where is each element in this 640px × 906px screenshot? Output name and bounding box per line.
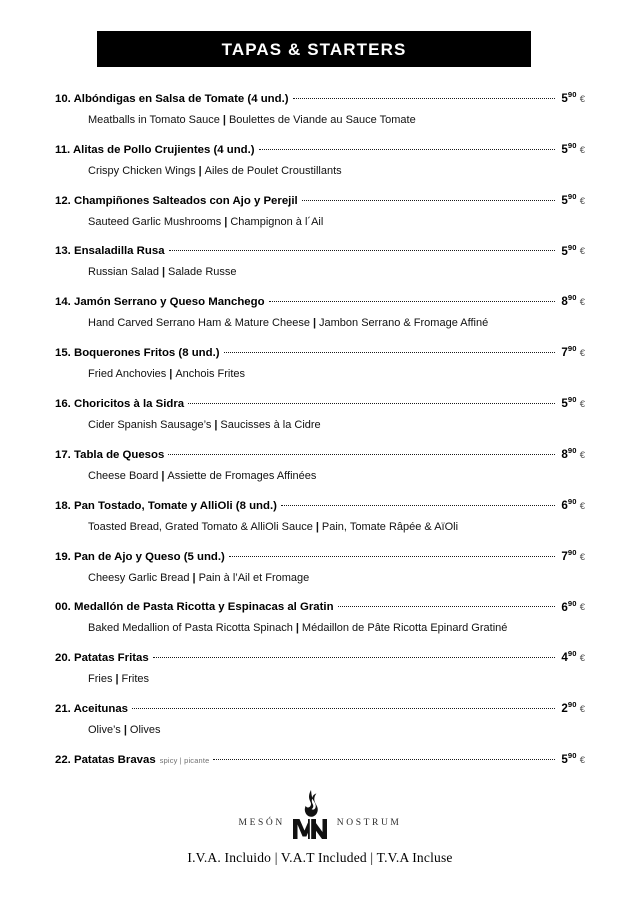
price-cents: 90: [567, 649, 577, 659]
currency-symbol: €: [579, 755, 585, 767]
menu-item-translations: [55, 468, 585, 484]
menu-item-head: [55, 391, 585, 413]
menu-item-name: 17. Tabla de Quesos: [55, 448, 165, 461]
menu-item-head: [55, 645, 585, 667]
translation-separator: |: [198, 164, 202, 177]
menu-item-english: Cheesy Garlic Bread: [88, 571, 190, 584]
currency-symbol: €: [579, 195, 585, 207]
logo-word-left: MESÓN: [238, 818, 285, 829]
dot-leader: [229, 549, 556, 560]
dot-leader: [302, 193, 556, 204]
menu-item-head: [55, 544, 585, 566]
menu-item-price: [555, 239, 585, 261]
price-cents: 90: [567, 344, 577, 354]
page-footer: [0, 788, 640, 866]
menu-item-translations: [55, 163, 585, 179]
dot-leader: [293, 91, 556, 102]
price-cents: 90: [567, 547, 577, 557]
translation-separator: |: [312, 317, 317, 330]
menu-item-french: Assiette de Fromages Affinées: [167, 469, 317, 482]
menu-item-english: Cider Spanish Sausage’s: [88, 419, 212, 432]
menu-item-head: [55, 340, 585, 362]
currency-symbol: €: [579, 93, 585, 105]
currency-symbol: €: [579, 602, 585, 614]
flame-monogram-icon: [288, 789, 334, 841]
dot-leader: [169, 243, 556, 254]
dot-leader: [224, 345, 556, 356]
menu-item: [55, 289, 585, 331]
menu-item: [55, 188, 585, 230]
price-cents: 90: [567, 496, 577, 506]
section-banner: [97, 31, 531, 67]
menu-item-translations: [55, 366, 585, 382]
price-cents: 90: [567, 191, 577, 201]
logo-word-right: NOSTRUM: [336, 818, 402, 829]
menu-item: [55, 442, 585, 484]
section-banner-bar: [97, 31, 531, 67]
menu-item-french: Anchois Frites: [175, 368, 246, 381]
dot-leader: [153, 650, 556, 661]
menu-item-english: Toasted Bread, Grated Tomato & AlliOli Sauce: [88, 520, 313, 533]
price-cents: 90: [567, 598, 577, 608]
price-whole: 7: [561, 549, 568, 563]
menu-item-name: 11. Alitas de Pollo Crujientes (4 und.): [55, 143, 255, 156]
menu-item-price: [555, 696, 585, 718]
currency-symbol: €: [579, 399, 585, 411]
translation-separator: |: [161, 266, 166, 279]
menu-item-english: Meatballs in Tomato Sauce: [88, 113, 220, 126]
currency-symbol: €: [579, 449, 585, 461]
price-whole: 5: [561, 91, 568, 105]
currency-symbol: €: [579, 144, 585, 156]
price-whole: 7: [561, 346, 568, 360]
menu-item-name: 20. Patatas Fritas: [55, 652, 149, 665]
menu-item: [55, 544, 585, 586]
price-whole: 4: [561, 651, 568, 665]
menu-item-price: [555, 595, 585, 617]
price-cents: 90: [567, 446, 577, 456]
menu-item-translations: [55, 620, 585, 636]
menu-item-name: 19. Pan de Ajo y Queso (5 und.): [55, 550, 225, 563]
price-whole: 5: [561, 753, 568, 767]
menu-item-name: 18. Pan Tostado, Tomate y AlliOli (8 und.): [55, 499, 277, 512]
price-cents: 90: [567, 140, 577, 150]
menu-item-french: Jambon Serrano & Fromage Affiné: [319, 317, 489, 330]
currency-symbol: €: [579, 348, 585, 360]
price-whole: 5: [561, 193, 568, 207]
menu-item-french: Salade Russe: [168, 266, 237, 279]
menu-item-price: [555, 137, 585, 159]
section-title: TAPAS & STARTERS: [221, 39, 407, 59]
dot-leader: [213, 752, 555, 763]
menu-item-name: 22. Patatas Bravas: [55, 754, 156, 767]
price-whole: 2: [561, 702, 568, 716]
price-whole: 8: [561, 295, 568, 309]
menu-item-english: Olive’s: [88, 724, 121, 737]
menu-item-price: [555, 340, 585, 362]
menu-item-translations: [55, 112, 585, 128]
menu-item-translations: [55, 214, 585, 230]
currency-symbol: €: [579, 500, 585, 512]
menu-item-head: [55, 493, 585, 515]
menu-list: [55, 86, 585, 769]
menu-item-english: Fries: [88, 673, 113, 686]
price-whole: 8: [561, 447, 568, 461]
menu-item-english: Crispy Chicken Wings: [88, 164, 196, 177]
translation-separator: |: [161, 469, 165, 482]
menu-item-translations: [55, 671, 585, 687]
menu-item-head: [55, 442, 585, 464]
menu-item-french: Médaillon de Pâte Ricotta Epinard Gratiné: [301, 622, 508, 635]
menu-item-french: Pain, Tomate Râpée & AïOli: [321, 520, 459, 533]
menu-item: [55, 137, 585, 179]
price-whole: 6: [561, 600, 568, 614]
dot-leader: [269, 294, 556, 305]
price-whole: 5: [561, 142, 568, 156]
menu-item: [55, 493, 585, 535]
currency-symbol: €: [579, 551, 585, 563]
menu-item: [55, 86, 585, 128]
menu-item-head: [55, 188, 585, 210]
menu-item-head: [55, 137, 585, 159]
menu-item: [55, 239, 585, 281]
menu-item-translations: [55, 417, 585, 433]
menu-item-price: [555, 645, 585, 667]
menu-item-tag: spicy | picante: [159, 756, 210, 766]
dot-leader: [259, 142, 556, 153]
menu-item-translations: [55, 570, 585, 586]
menu-item-translations: [55, 519, 585, 535]
translation-separator: |: [192, 571, 196, 584]
translation-separator: |: [214, 419, 218, 432]
price-cents: 90: [567, 90, 577, 99]
menu-item-head: [55, 239, 585, 261]
price-cents: 90: [567, 242, 577, 252]
menu-item: [55, 645, 585, 687]
menu-item-french: Frites: [121, 673, 150, 686]
menu-item-translations: [55, 722, 585, 738]
dot-leader: [168, 447, 555, 458]
translation-separator: |: [169, 368, 173, 381]
menu-item-price: [555, 86, 585, 108]
dot-leader: [188, 396, 555, 407]
menu-item-english: Hand Carved Serrano Ham & Mature Cheese: [88, 317, 310, 330]
price-whole: 6: [561, 498, 568, 512]
menu-item-name: 15. Boquerones Fritos (8 und.): [55, 347, 220, 360]
currency-symbol: €: [579, 246, 585, 258]
menu-item: [55, 595, 585, 637]
price-cents: 90: [567, 395, 577, 405]
price-cents: 90: [567, 700, 577, 710]
menu-item-price: [555, 442, 585, 464]
menu-item-price: [555, 544, 585, 566]
menu-item-price: [555, 493, 585, 515]
translation-separator: |: [222, 113, 226, 126]
translation-separator: |: [315, 520, 319, 533]
translation-separator: |: [224, 215, 228, 228]
menu-item: [55, 696, 585, 738]
menu-item-translations: [55, 315, 585, 331]
menu-item-english: Baked Medallion of Pasta Ricotta Spinach: [88, 622, 293, 635]
translation-separator: |: [295, 622, 299, 635]
menu-item-name: 13. Ensaladilla Rusa: [55, 245, 165, 258]
translation-separator: |: [115, 673, 119, 686]
menu-item-translations: [55, 264, 585, 280]
price-cents: 90: [567, 293, 577, 303]
currency-symbol: €: [579, 297, 585, 309]
menu-item-name: 21. Aceitunas: [55, 703, 129, 716]
menu-item-english: Russian Salad: [88, 266, 159, 279]
price-cents: 90: [567, 751, 577, 761]
dot-leader: [281, 498, 555, 509]
menu-item-english: Sauteed Garlic Mushrooms: [88, 215, 222, 228]
price-whole: 5: [561, 244, 568, 258]
menu-item-head: [55, 86, 585, 108]
vat-note: I.V.A. Incluido | V.A.T Included | T.V.A Incluse: [187, 850, 453, 865]
menu-item: [55, 747, 585, 769]
translation-separator: |: [123, 724, 127, 737]
menu-item-french: Olives: [129, 724, 161, 737]
restaurant-logo: [0, 788, 640, 842]
menu-item-english: Cheese Board: [88, 469, 159, 482]
menu-item-name: 00. Medallón de Pasta Ricotta y Espinacas al Gratin: [55, 601, 334, 614]
menu-item-french: Champignon à l´Ail: [230, 215, 324, 228]
currency-symbol: €: [579, 704, 585, 716]
menu-item-head: [55, 289, 585, 311]
price-whole: 5: [561, 397, 568, 411]
menu-item-name: 14. Jamón Serrano y Queso Manchego: [55, 296, 265, 309]
menu-item-price: [555, 188, 585, 210]
menu-item-english: Fried Anchovies: [88, 368, 167, 381]
menu-item-french: Boulettes de Viande au Sauce Tomate: [228, 113, 416, 126]
menu-item: [55, 340, 585, 382]
menu-item-price: [555, 391, 585, 413]
menu-item-head: [55, 696, 585, 718]
currency-symbol: €: [579, 653, 585, 665]
menu-item-french: Ailes de Poulet Croustillants: [204, 164, 342, 177]
menu-item: [55, 391, 585, 433]
menu-item-head: [55, 747, 585, 769]
menu-item-french: Pain à l’Ail et Fromage: [198, 571, 310, 584]
dot-leader: [132, 701, 555, 712]
menu-item-name: 10. Albóndigas en Salsa de Tomate (4 und.): [55, 92, 289, 105]
menu-item-name: 16. Choricitos à la Sidra: [55, 398, 185, 411]
menu-item-head: [55, 595, 585, 617]
menu-item-name: 12. Champiñones Salteados con Ajo y Perejil: [55, 194, 298, 207]
menu-item-french: Saucisses à la Cidre: [220, 419, 321, 432]
menu-item-price: [555, 747, 585, 769]
menu-item-price: [555, 289, 585, 311]
dot-leader: [338, 599, 556, 610]
